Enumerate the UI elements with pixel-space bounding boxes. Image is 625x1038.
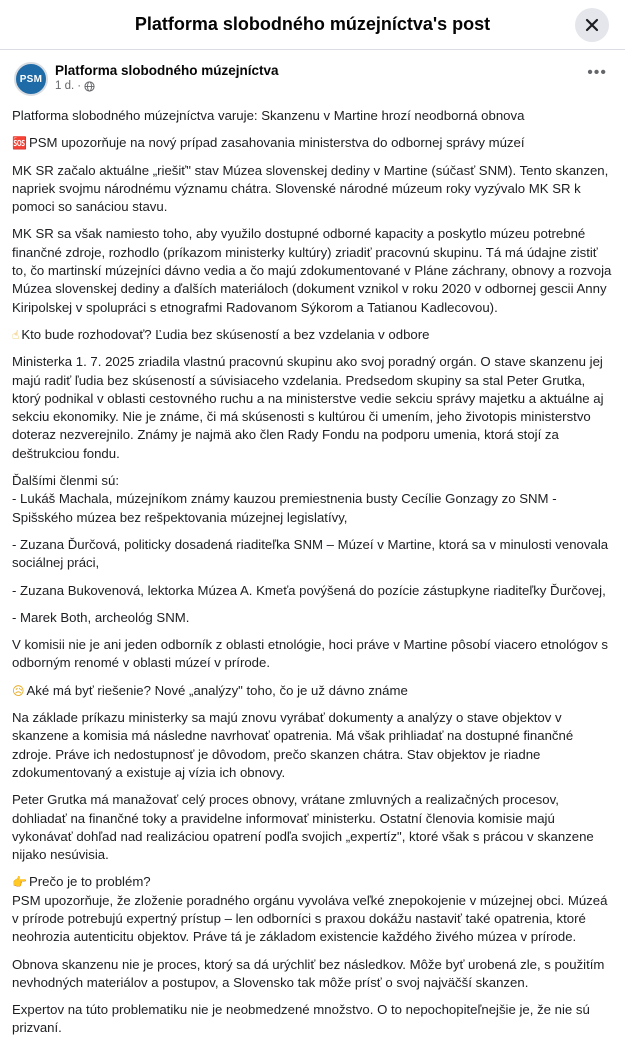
paragraph-text: Obnova skanzenu nie je proces, ktorý sa dá urýchliť bez následkov. Môže byť urobená zle, s použitím nevhodných materiálov a postupov, a Slovensko tak môže prísť o svoj najväčší skanzen. [12, 956, 605, 990]
paragraph-text: MK SR sa však namiesto toho, aby využilo dostupné odborné kapacity a poskytlo múzeu potrebné finančné zdroje, rozhodlo (príkazom ministerky kultúry) zriadiť pracovnú skupinu. Tá má údajne zistiť to, čo martinskí múzejníci dávno vedia a čo majú zdokumentované v Pláne záchrany, obnovy a rozvoja Múzea slovenskej dediny a ďalších materiáloch (dokument vznikol v roku 2020 v odbornej gescii Anny Kiripolskej v spolupráci s etnografmi Radovanom Sýkorom a Tatianou Kadlecovou). [12, 226, 612, 315]
paragraph-text: Ďalšími členmi sú: - Lukáš Machala, múzejníkom známy kauzou premiestnenia busty Cecílie Gonzagy zo SNM - Spišského múzea bez rešpektovania múzejnej legislatívy, [12, 473, 557, 525]
post-paragraph [12, 682, 613, 700]
post-paragraph [12, 582, 613, 600]
post-paragraph [12, 791, 613, 864]
post-paragraph [12, 326, 613, 344]
post-paragraph [12, 536, 613, 573]
paragraph-text: - Zuzana Ďurčová, politicky dosadená riaditeľka SNM – Múzeí v Martine, ktorá sa v minulosti venovala sociálnej práci, [12, 536, 609, 571]
more-horizontal-icon: ••• [587, 64, 607, 81]
paragraph-text: Platforma slobodného múzejníctva varuje: Skanzenu v Martine hrozí neodborná obnova [12, 108, 525, 123]
paragraph-text: V komisii nie je ani jeden odborník z oblasti etnológie, hoci práve v Martine pôsobí viacero etnológov s odborným renomé v oblasti múzeí v prírode. [12, 637, 608, 671]
more-options-button[interactable] [587, 64, 607, 82]
post-author-row [0, 50, 625, 100]
paragraph-text: PSM upozorňuje na nový prípad zasahovania ministerstva do odbornej správy múzeí [28, 135, 525, 151]
paragraph-text: Ministerka 1. 7. 2025 zriadila vlastnú pracovnú skupinu ako svoj poradný orgán. O stave skanzenu jej majú radiť ľudia bez skúseností a súvisiaceho vzdelania. Predsedom skupiny sa stal Peter Grutka, ktorý podnikal v oblasti cestovného ruchu a na ministerstve vedie sekciu správy majetku a aktuálne aj sekciu ekonomiky. Nie je známe, či má skúsenosti s kultúrou či umením, jeho životopis ministerstvo doteraz nezverejnilo. Známy je najmä ako člen Rady Fondu na podporu umenia, ktorá stojí za deštrukciou fondu. [12, 354, 604, 461]
post-paragraph [12, 107, 613, 125]
post-time[interactable]: 1 d. [55, 80, 75, 92]
post-paragraph [12, 636, 613, 673]
post-dialog-header [0, 0, 625, 50]
paragraph-text: Prečo je to problém? PSM upozorňuje, že zloženie poradného orgánu vyvoláva veľké znepokojenie v múzejnej obci. Múzeá v prírode potrebujú expertný prístup – len odborníci s praxou dokážu nastaviť také opatrenia, ktoré neohrozia autenticitu objektov. Práve tá je základom existencie každého živého múzea v prírode. [12, 874, 608, 945]
paragraph-text: Peter Grutka má manažovať celý proces obnovy, vrátane zmluvných a realizačných procesov, dohliadať na finančné toky a pravidelne informovať ministerku. Ostatní členovia komisie majú vykonávať dohľad nad realizáciou opatrení podľa svojich „expertíz", ktoré však s prácou v skanzene nijako nesúvisia. [12, 792, 594, 863]
paragraph-text: Expertov na túto problematiku nie je neobmedzené množstvo. O to nepochopiteľnejšie je, že nie sú prizvaní. [12, 1002, 590, 1036]
paragraph-text: - Zuzana Bukovenová, lektorka Múzea A. Kmeťa povýšená do pozície zástupkyne riaditeľky Ďurčovej, [12, 582, 606, 598]
post-body [0, 100, 625, 1038]
paragraph-text: Na základe príkazu ministerky sa majú znovu vyrábať dokumenty a analýzy o stave objektov v skanzene a komisia má následne navrhovať opatrenia. Má však prihliadať na dostupné finančné zdroje. Práve ich nedostupnosť je dôvodom, prečo skanzen chátra. Stav objektov je riadne zdokumentovaný a existuje aj vízia ich obnovy. [12, 710, 574, 780]
post-paragraph [12, 162, 613, 217]
close-icon [585, 18, 599, 32]
paragraph-text: - Marek Both, archeológ SNM. [12, 609, 190, 625]
post-paragraph [12, 353, 613, 463]
author-meta [55, 62, 279, 100]
pointing-up-icon: ☝ [12, 327, 20, 342]
post-paragraph [12, 225, 613, 316]
author-name[interactable]: Platforma slobodného múzejníctva [55, 63, 279, 78]
worried-face-icon: 😥 [12, 683, 25, 698]
sos-icon: 🆘 [12, 136, 27, 151]
post-paragraph [12, 956, 613, 993]
paragraph-text: Aké má byť riešenie? Nové „analýzy" toho, čo je už dávno známe [26, 682, 408, 698]
post-paragraph [12, 873, 613, 946]
post-paragraph [12, 709, 613, 782]
dialog-title: Platforma slobodného múzejníctva's post [134, 14, 491, 34]
globe-icon[interactable] [84, 81, 95, 92]
post-paragraph [12, 1001, 613, 1038]
pointing-right-icon: 👉 [12, 875, 27, 890]
paragraph-text: Kto bude rozhodovať? Ľudia bez skúseností a bez vzdelania v odbore [21, 326, 430, 342]
meta-separator: · [77, 80, 82, 92]
paragraph-text: MK SR začalo aktuálne „riešiť" stav Múzea slovenskej dediny v Martine (súčasť SNM). Tento skanzen, napriek svojmu národnému významu chátra. Slovenské národné múzeum roky vyzývalo MK SR k pomoci so sanáciou stavu. [12, 162, 609, 215]
post-paragraph [12, 472, 613, 527]
close-button[interactable] [575, 8, 609, 42]
avatar[interactable] [14, 62, 48, 96]
avatar-text: PSM [19, 73, 43, 85]
post-meta [55, 79, 279, 93]
post-paragraph [12, 609, 613, 627]
post-paragraph [12, 134, 613, 152]
